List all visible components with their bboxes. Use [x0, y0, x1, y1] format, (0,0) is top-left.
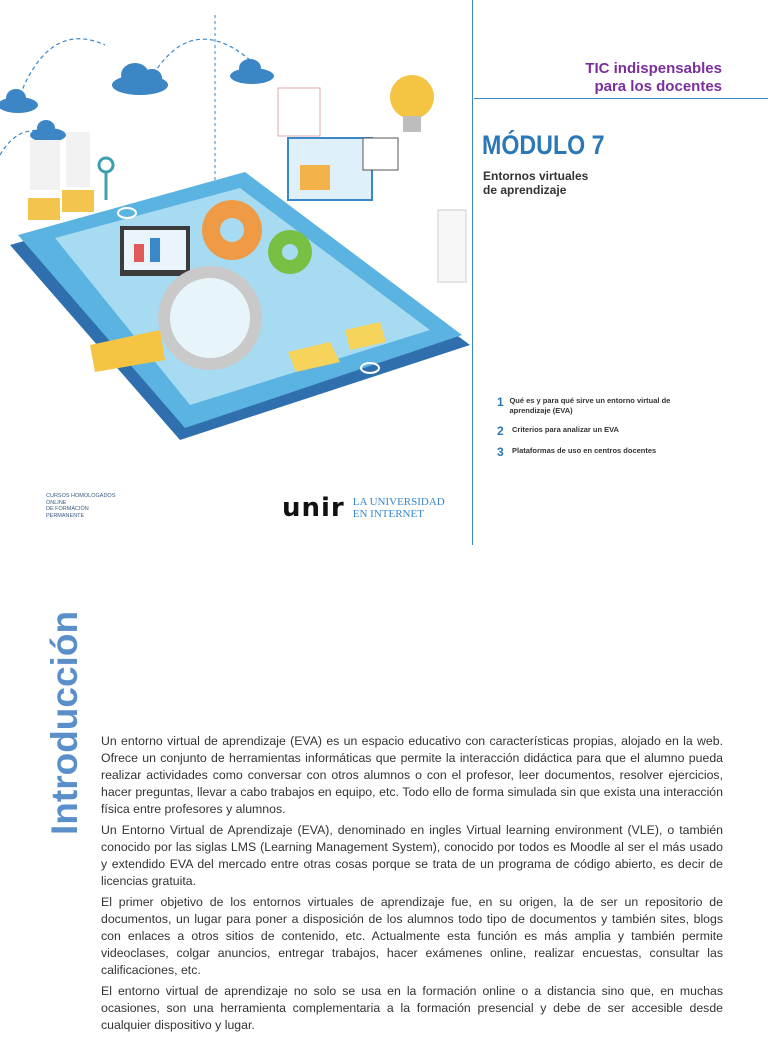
- topic-number: 3: [497, 445, 504, 459]
- module-subtitle-line2: de aprendizaje: [483, 183, 567, 197]
- logo-wordmark: unir: [282, 493, 345, 523]
- homologated-note: [46, 493, 115, 519]
- module-subtitle: [483, 169, 588, 197]
- note-line2: ONLINE: [46, 499, 67, 506]
- note-line3: DE FORMACIÓN: [46, 506, 89, 512]
- paragraph: El primer objetivo de los entornos virtuales de aprendizaje fue, en su origen, la de ser un repositorio de documentos, un lugar para poner a disposición de los alumnos todo tipo de documentos y también sites, blogs con enlaces a otros sitios de contenido, etc. Actualmente esta función es más amplia y también permite videoclases, colgar anuncios, entregar trabajos, hacer exámenes online, realizar encuestas, consultar las calificaciones, etc.: [101, 895, 723, 977]
- list-item: [497, 446, 697, 458]
- topic-list: [497, 396, 697, 467]
- divider-horizontal: [474, 98, 768, 99]
- note-line4: PERMANENTE: [46, 512, 85, 519]
- logo-tagline-line2: EN INTERNET: [352, 508, 424, 520]
- topic-text: Criterios para analizar un EVA: [512, 425, 619, 434]
- paragraph: El entorno virtual de aprendizaje no solo se usa en la formación online o a distancia sino que, en muchas ocasiones, son una herramienta complementaria a la formación presencial y debe de ser accesible desde cualquier dispositivo y lugar.: [101, 984, 723, 1032]
- list-item: [497, 425, 697, 437]
- topic-number: 2: [497, 424, 504, 438]
- intro-body: [101, 733, 723, 1038]
- divider-vertical: [472, 0, 473, 545]
- course-title-line1: TIC indispensables: [585, 60, 722, 77]
- logo-tagline-line1: LA UNIVERSIDAD: [352, 496, 445, 508]
- tablet-illustration: [0, 0, 470, 470]
- topic-text: Qué es y para qué sirve un entorno virtual de aprendizaje (EVA): [509, 396, 671, 415]
- course-title: [585, 60, 722, 96]
- note-line1: CURSOS HOMOLOGADOS: [46, 493, 116, 499]
- paragraph: Un Entorno Virtual de Aprendizaje (EVA), denominado en ingles Virtual learning environment (VLE), o también conocido por las siglas LMS (Learning Management System), conocido por todos es Moodle al ser el más usado y extendido EVA del mercado entre otras cosas porque se trata de un programa de código abierto, es decir de licencias gratuita.: [101, 823, 723, 888]
- module-title: MÓDULO 7: [482, 130, 605, 160]
- paragraph: Un entorno virtual de aprendizaje (EVA) es un espacio educativo con características propias, alojado en la web. Ofrece un conjunto de herramientas informáticas que permite la interacción didáctica para que el alumno pueda realizar actividades como conversar con otros alumnos o con el profesor, leer documentos, resolver ejercicios, hacer preguntas, llevar a cabo trabajos en equipo, etc. Todo ello de forma simulada sin que exista una interacción física entre profesores y alumnos.: [101, 734, 723, 816]
- list-item: [497, 396, 697, 416]
- topic-text: Plataformas de uso en centros docentes: [512, 446, 657, 455]
- course-title-line2: para los docentes: [594, 78, 722, 95]
- unir-logo: [282, 493, 445, 523]
- module-subtitle-line1: Entornos virtuales: [483, 169, 589, 183]
- logo-tagline: [353, 496, 445, 520]
- topic-number: 1: [497, 395, 504, 409]
- section-heading: Introducción: [44, 610, 85, 835]
